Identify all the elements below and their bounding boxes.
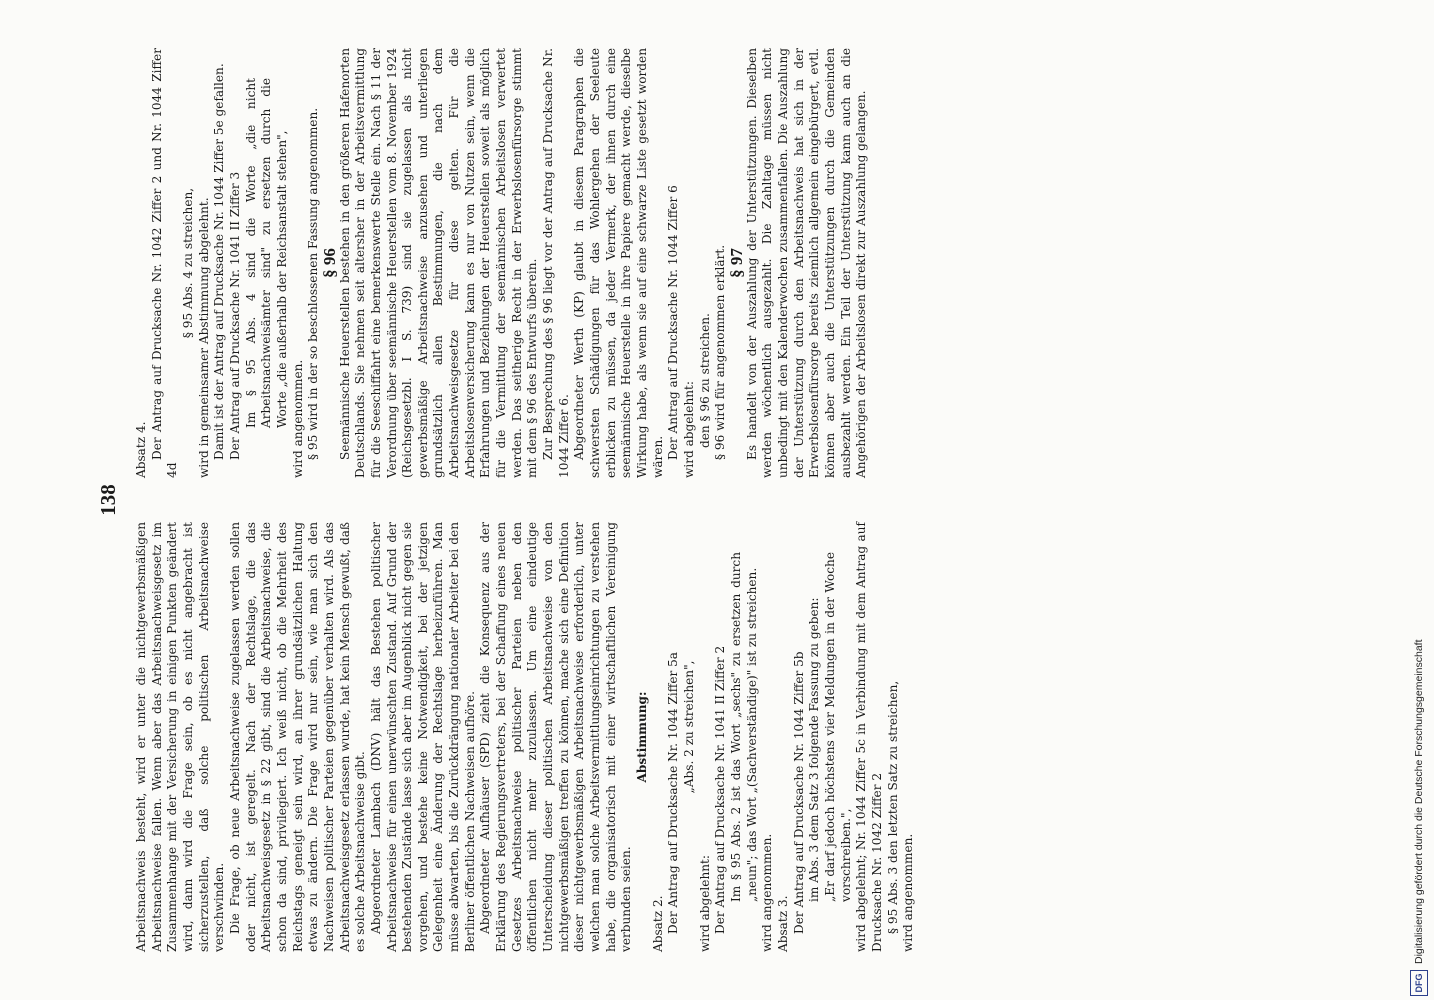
paragraph: Der Antrag auf Drucksache Nr. 1041 II Ziffer 3 <box>227 171 242 460</box>
quote: Im § 95 Abs. 2 ist das Wort „sechs" zu ersetzen durch „neun"; das Wort „(Sachverständige)" ist zu streichen. <box>728 552 759 902</box>
absatz-label: Absatz 4. <box>134 421 148 478</box>
digitization-footer <box>1406 0 1432 1000</box>
paragraph: Der Antrag auf Drucksache Nr. 1044 Ziffer 5b <box>791 651 806 934</box>
paragraph: § 95 Abs. 3 den letzten Satz zu streichen, <box>885 680 900 934</box>
dfg-logo-icon: DFG <box>1410 970 1428 996</box>
paragraph: § 95 wird in der so beschlossenen Fassung angenommen. <box>306 107 321 460</box>
left-column <box>134 522 917 952</box>
section-heading: Abstimmung: <box>635 691 649 783</box>
paragraph: wird angenommen. <box>290 359 305 478</box>
paragraph: § 96 wird für angenommen erklärt. <box>713 244 728 460</box>
paragraph: Der Antrag auf Drucksache Nr. 1044 Ziffer 5a <box>666 652 681 934</box>
paragraph: Seemännische Heuerstellen bestehen in den größeren Hafenorten Deutschlands. Sie nehmen seit altersher in der Arbeitsvermittlung für die Seeschiffahrt eine bemerkenswerte Stelle ein. Nach § 11 der Verordnung über seemännische Heuerstellen vom 8. November 1924 (Reichsgesetzbl. I S. 739) sind sie zugelassen als nicht gewerbsmäßige Arbeitsnachweise anzusehen und unterliegen grundsätzlich allen Bestimmungen, die nach dem Arbeitsnachweisgesetze für diese gelten. Für die Arbeitslosenversicherung kann es nur von Nutzen sein, wenn die Erfahrungen und Beziehungen der Heuerstellen soweit als möglich für die Vermittlung der seemännischen Arbeitslosen verwertet werden. Das seitherige Recht in der Erwerbslosenfürsorge stimmt mit dem § 96 des Entwurfs überein. <box>337 48 540 478</box>
section-97-heading: § 97 <box>726 248 746 278</box>
paragraph: den § 96 zu streichen. <box>697 313 712 448</box>
paragraph: Abgeordneter Lambach (DNV) hält das Bestehen politischer Arbeitsnachweise für einen unerwünschten Zustand. Auf Grund der bestehenden Zustände lasse sich aber im Augenblick nicht gegen sie vorgehen, und bestehe keine Notwendigkeit, bei der jetzigen Gelegenheit eine Änderung der Rechtslage herbeizuführen. Man müsse abwarten, bis die Zurückdrängung nationaler Arbeiter bei den Berliner öffentlichen Nachweisen aufhöre. <box>368 522 477 952</box>
paragraph: Abgeordneter Aufhäuser (SPD) zieht die Konsequenz aus der Erklärung des Regierungsvertreters, bei der Schaffung eines neuen Gesetzes Arbeitsnachweise politischer Parteien neben den öffentlichen nicht mehr zuzulassen. Um eine eindeutige Unterscheidung dieser politischen Arbeitsnachweise von den nichtgewerbsmäßigen treffen zu können, mache sich eine Definition dieser nichtgewerbsmäßigen Arbeitsnachweise erforderlich, unter welchen man solche Arbeitsvermittlungseinrichtungen zu verstehen habe, die organisatorisch mit einer wirtschaftlichen Vereinigung verbunden seien. <box>478 522 634 952</box>
right-column <box>134 48 870 478</box>
paragraph: Der Antrag auf Drucksache Nr. 1044 Ziffer 6 <box>666 185 681 460</box>
footer-text: Digitalisierung gefördert durch die Deutsche Forschungsgemeinschaft <box>1413 639 1425 964</box>
paragraph: Der Antrag auf Drucksache Nr. 1042 Ziffer 2 und Nr. 1044 Ziffer 4d <box>149 48 180 478</box>
paragraph: Es handelt von der Auszahlung der Unterstützungen. Dieselben werden wöchentlich ausgezahlt. Die Zahltage müssen nicht unbedingt mit den Kalenderwochen zusammenfallen. Die Auszahlung der Unterstützung durch den Arbeitsnachweis hat sich in der Erwerbslosenfürsorge bereits ziemlich allgemein eingebürgert, evtl. können aber auch die Unterstützungen durch die Gemeinden ausbezahlt werden. Ein Teil der Unterstützung kann auch an die Angehörigen der Arbeitslosen direkt zur Auszahlung gelangen. <box>744 48 869 478</box>
quote: „Abs. 2 zu streichen", <box>681 660 696 794</box>
paragraph: Damit ist der Antrag auf Drucksache Nr. 1044 Ziffer 5e gefallen. <box>212 63 227 460</box>
page-number: 138 <box>96 484 120 516</box>
paragraph: wird in gemeinsamer Abstimmung abgelehnt. <box>196 197 211 478</box>
quote: Im § 95 Abs. 4 sind die Worte „die nicht Arbeitsnachweisämter sind" zu ersetzen durch die Worte „die außerhalb der Reichsanstalt stehen", <box>243 78 289 428</box>
paragraph: Der Antrag auf Drucksache Nr. 1041 II Ziffer 2 <box>713 645 728 934</box>
paragraph: Arbeitsnachweis besteht, wird er unter die nichtgewerbsmäßigen Arbeitsnachweise fallen. Wenn aber das Arbeitsnachweisgesetz im Zusammenhange mit der Versicherung in einigen Punkten geändert wird, dann wird die Frage sein, ob es nicht angebracht ist sicherzustellen, daß solche politischen Arbeitsnachweise verschwinden. <box>134 522 227 952</box>
section-96-heading: § 96 <box>319 248 339 278</box>
paragraph: wird abgelehnt: <box>697 855 712 952</box>
absatz-label: Absatz 2. <box>650 895 665 952</box>
paragraph: wird angenommen. <box>760 833 775 952</box>
paragraph: wird abgelehnt: <box>681 381 696 478</box>
paragraph: im Abs. 3 dem Satz 3 folgende Fassung zu geben: <box>807 597 822 902</box>
paragraph: Zur Besprechung des § 96 liegt vor der Antrag auf Drucksache Nr. 1044 Ziffer 6. <box>541 48 571 478</box>
absatz-label: Absatz 3. <box>775 895 790 952</box>
paragraph: wird abgelehnt; Nr. 1044 Ziffer 5c in Verbindung mit dem Antrag auf Drucksache Nr. 1042 Ziffer 2 <box>854 522 884 952</box>
quote: „Er darf jedoch höchstens vier Meldungen in der Woche vorschreiben.", <box>822 552 853 902</box>
paragraph: Die Frage, ob neue Arbeitsnachweise zugelassen werden sollen oder nicht, ist geregelt. Nach der Rechtslage, die das Arbeitsnachweisgesetz in § 22 gibt, sind die Arbeitsnachweise, die schon da sind, privilegiert. Ich weiß nicht, ob die Mehrheit des Reichstags geneigt sein wird, an ihrer grundsätzlichen Haltung etwas zu ändern. Die Frage wird nur sein, wie man sich den Nachweisen politischer Parteien gegenüber verhalten wird. Als das Arbeitsnachweisgesetz erlassen wurde, hat kein Mensch gewußt, daß es solche Arbeitsnachweise gibt. <box>227 522 368 952</box>
paragraph: § 95 Abs. 4 zu streichen, <box>180 187 195 339</box>
paragraph: Abgeordneter Werth (KP) glaubt in diesem Paragraphen die schwersten Schädigungen für das Wohlergehen der Seeleute erblicken zu müssen, da jeder Vermerk, der ihnen durch eine seemännische Heuerstelle in ihre Papiere gemacht werde, dieselbe Wirkung habe, als wenn sie auf eine schwarze Liste gesetzt worden wären. <box>572 48 665 478</box>
paragraph: wird angenommen. <box>901 833 916 952</box>
